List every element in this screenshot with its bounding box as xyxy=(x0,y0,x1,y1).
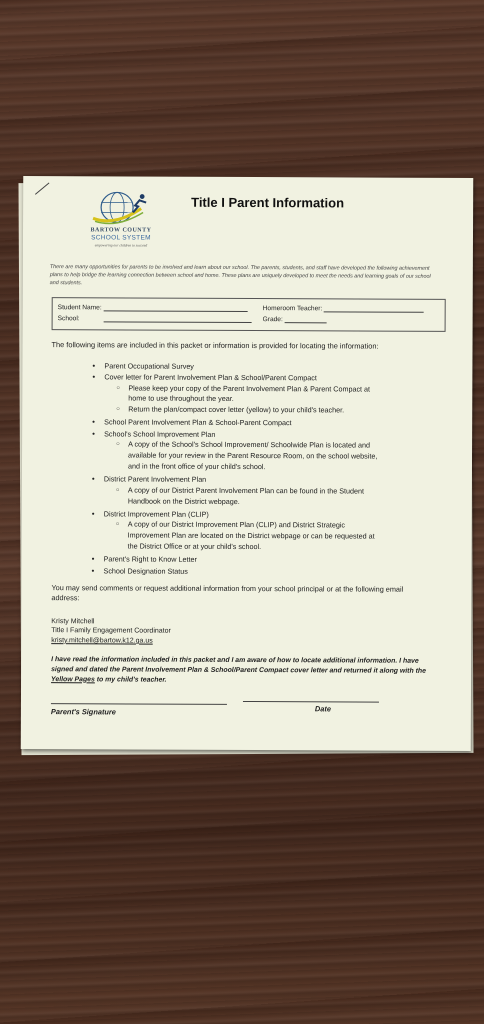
school-logo xyxy=(79,190,163,250)
logo-name: BARTOW COUNTY xyxy=(90,227,152,234)
list-item: • School Parent Involvement Plan & School-Parent Compact xyxy=(92,417,292,428)
date-label: Date xyxy=(314,704,331,714)
student-name-field[interactable] xyxy=(58,304,248,312)
coordinator-email-link[interactable]: kristy.mitchell@bartow.k12.ga.us xyxy=(51,637,153,645)
globe-icon xyxy=(91,190,151,228)
document-page xyxy=(21,176,473,751)
coordinator-role: Title I Family Engagement Coordinator xyxy=(51,627,171,636)
packet-contents-lead: The following items are included in this packet or information is provided for locating the information: xyxy=(51,340,379,351)
student-info-box xyxy=(52,297,446,332)
page-title: Title I Parent Information xyxy=(191,194,345,211)
contact-paragraph: You may send comments or request additional information from your school principal or at the following email address: xyxy=(51,583,404,603)
sub-list-item: ○ Please keep your copy of the Parent Involvement Plan & Parent Compact at xyxy=(116,383,371,394)
pen-mark xyxy=(35,182,49,194)
homeroom-teacher-field[interactable] xyxy=(263,305,424,313)
list-item: • Cover letter for Parent Involvement Plan & School/Parent Compact xyxy=(92,372,317,383)
sub-list-item: ○ Return the plan/compact cover letter (yellow) to your child's teacher. xyxy=(116,404,345,415)
list-item: • Parent Occupational Survey xyxy=(92,361,194,371)
logo-subtitle: SCHOOL SYSTEM xyxy=(91,234,151,242)
sub-list-item-continued: and in the front office of your child's school. xyxy=(127,461,266,472)
acknowledgement-paragraph: I have read the information included in this packet and I am aware of how to locate additional information. I have signed and dated the Parent Involvement Plan & School/Parent Compact cover letter and returned it along with the Yellow Pages to my child's teacher. xyxy=(51,656,426,684)
parent-signature-line[interactable] xyxy=(51,703,227,705)
student-name-label: Student Name: xyxy=(57,304,102,312)
coordinator-name: Kristy Mitchell xyxy=(51,618,95,626)
list-item: • School's School Improvement Plan xyxy=(92,429,216,439)
list-item: • Parent's Right to Know Letter xyxy=(91,554,197,564)
sub-list-item-continued: Improvement Plan are located on the District webpage or can be requested at xyxy=(127,530,375,541)
parent-signature-label: Parent's Signature xyxy=(50,707,116,717)
grade-field[interactable] xyxy=(263,316,327,323)
list-item: • District Parent Involvement Plan xyxy=(91,474,207,484)
sub-list-item: ○ A copy of our District Parent Involvement Plan can be found in the Student xyxy=(115,485,365,496)
logo-tagline: empowering our children to succeed xyxy=(94,243,148,248)
school-field[interactable] xyxy=(58,315,252,323)
date-line[interactable] xyxy=(243,701,379,703)
sub-list-item-continued: Handbook on the District webpage. xyxy=(127,496,240,506)
sub-list-item: ○ A copy of our District Improvement Plan (CLIP) and District Strategic xyxy=(115,519,346,530)
grade-label: Grade: xyxy=(262,316,283,324)
coordinator-signature-block xyxy=(51,617,171,646)
homeroom-teacher-label: Homeroom Teacher: xyxy=(262,305,323,313)
sub-list-item-continued: home to use throughout the year. xyxy=(128,393,234,403)
yellow-pages-text: Yellow Pages xyxy=(51,675,95,683)
list-item: • District Improvement Plan (CLIP) xyxy=(91,509,209,519)
school-label: School: xyxy=(57,315,80,323)
sub-list-item-continued: available for your review in the Parent Resource Room, on the school website, xyxy=(128,450,378,461)
sub-list-item-continued: the District Office or at your child's school. xyxy=(127,541,262,552)
sub-list-item: ○ A copy of the School's School Improvement/ Schoolwide Plan is located and xyxy=(116,439,371,450)
intro-paragraph: There are many opportunities for parents to be involved and learn about our school. The parents, students, and staff have developed the following achievement plans to help bridge the learning connection between school and home. These plans are uniquely developed to meet the needs and learning goals of our school and students. xyxy=(49,264,431,286)
list-item: • School Designation Status xyxy=(91,566,188,576)
